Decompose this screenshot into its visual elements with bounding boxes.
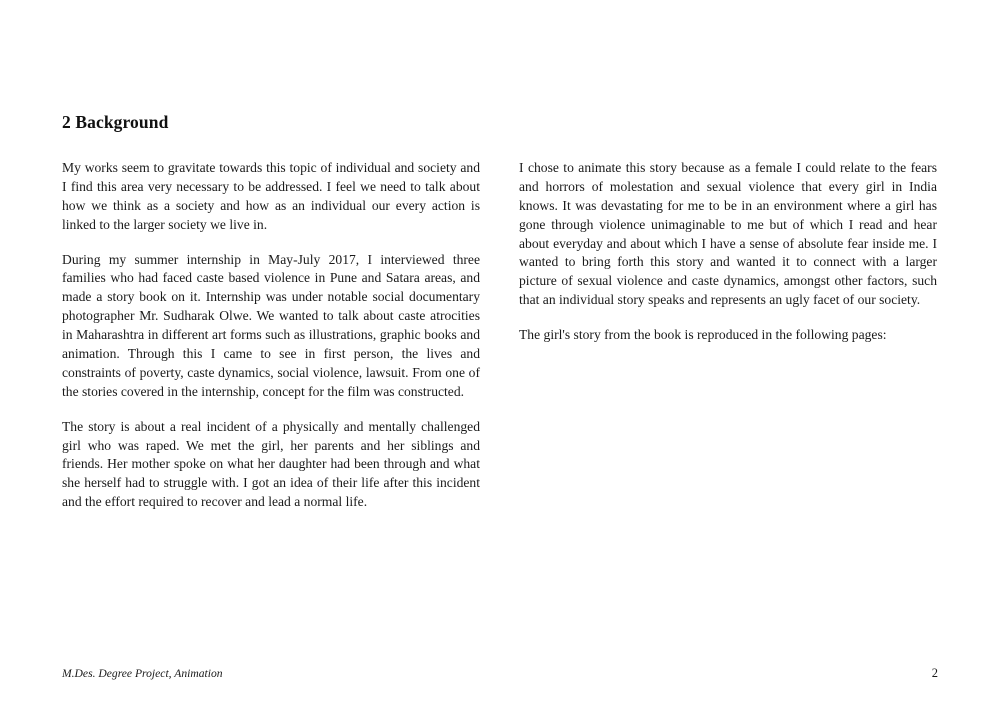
paragraph: During my summer internship in May-July 2017, I interviewed three families who had faced caste based violence in Pune and Satara areas, and made a story book on it. Internship was under notable social documentary photographer Mr. Sudharak Olwe. We wanted to talk about caste atrocities in Maharashtra in different art forms such as illustrations, graphic books and animation. Through this I came to see in first person, the lives and constraints of poverty, caste dynamics, social violence, lawsuit. From one of the stories covered in the internship, concept for the film was constructed. [62,251,480,399]
page-content [62,112,938,512]
paragraph: The story is about a real incident of a physically and mentally challenged girl who was raped. We met the girl, her parents and her siblings and friends. Her mother spoke on what her daughter had been through and what she herself had to struggle with. I got an idea of their life after this incident and the effort required to recover and lead a normal life. [62,418,480,510]
footer-project-label: M.Des. Degree Project, Animation [62,667,223,680]
left-column [62,159,480,512]
two-column-body [62,159,938,512]
page-number: 2 [931,666,938,680]
page-footer [62,666,938,681]
right-column [519,159,937,345]
paragraph: I chose to animate this story because as a female I could relate to the fears and horrors of molestation and sexual violence that every girl in India knows. It was devastating for me to be in an environment where a girl has gone through violence unimaginable to me but of which I read and hear about everyday and about which I have a sense of absolute fear inside me. I wanted to bring forth this story and wanted it to connect with a larger picture of sexual violence and caste dynamics, amongst other factors, such that an individual story speaks and represents an ugly facet of our society. [519,160,937,308]
section-heading: 2 Background [62,112,169,132]
paragraph: The girl's story from the book is reproduced in the following pages: [519,327,887,343]
paragraph: My works seem to gravitate towards this topic of individual and society and I find this area very necessary to be addressed. I feel we need to talk about how we think as a society and how as an individual our every action is linked to the larger society we live in. [62,160,480,232]
